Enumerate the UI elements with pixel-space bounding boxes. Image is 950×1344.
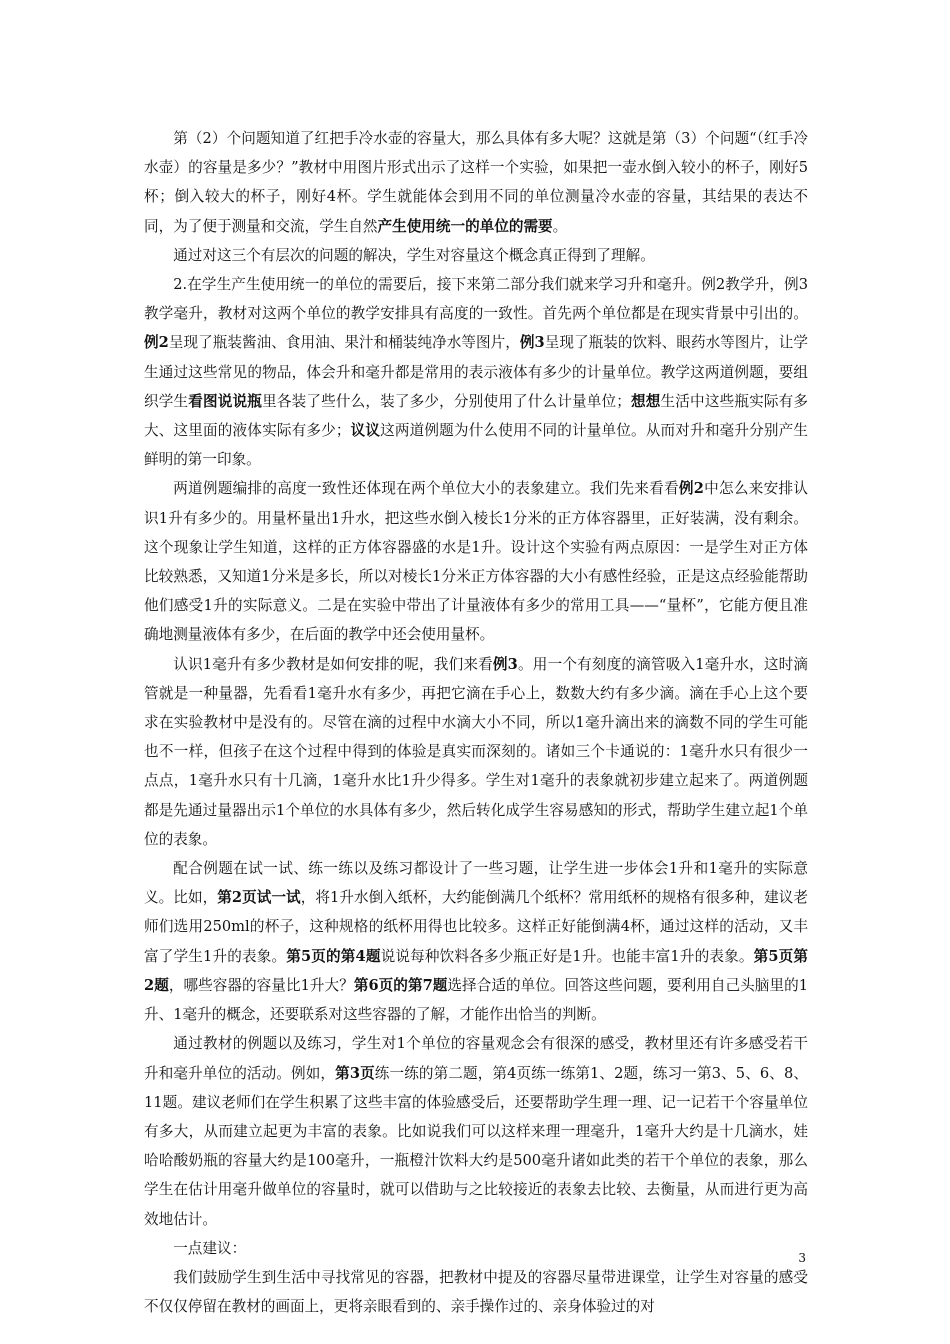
text-run: 里各装了些什么，装了多少，分别使用了什么计量单位； (262, 392, 631, 410)
text-run: ，将1升水倒入纸杯，大约能倒满几个纸杯？常用纸杯的规格有很多种，建议老师们选用250ml的杯子，这种规格的纸杯用得也比较多。这样正好能倒满4杯，通过这样的活动，又丰富了学生1升的表象。 (144, 889, 808, 965)
text-run: 呈现了瓶装酱油、食用油、果汁和桶装纯净水等图片， (168, 334, 520, 352)
bold-text: 例2 (144, 334, 169, 352)
text-run: 第（2）个问题知道了红把手冷水壶的容量大，那么具体有多大呢？这就是第（3）个问题“（红手冷水壶）的容量是多少？”教材中用图片形式出示了这样一个实验，如果把一壶水倒入较小的杯子，刚好5杯；倒入较大的杯子，刚好4杯。学生就能体会到用不同的单位测量冷水壶的容量，其结果的表达不同，为了便于测量和交流，学生自然 (144, 130, 808, 235)
text-run: 我们鼓励学生到生活中寻找常见的容器，把教材中提及的容器尽量带进课堂，让学生对容量的感受不仅仅停留在教材的画面上，更将亲眼看到的、亲手操作过的、亲身体验过的对 (144, 1268, 808, 1316)
text-run: 说说每种饮料各多少瓶正好是1升。也能丰富1升的表象。 (380, 947, 754, 965)
document-body (144, 124, 808, 1321)
text-run: 。 (552, 217, 568, 235)
bold-text: 产生使用统一的单位的需要 (377, 217, 553, 235)
bold-text: 第2页试一试 (217, 889, 301, 907)
text-run: 通过教材的例题以及练习，学生对1个单位的容量观念会有很深的感受，教材里还有许多感受若干升和毫升单位的活动。例如， (144, 1035, 808, 1082)
text-run: 中怎么来安排认识1升有多少的。用量杯量出1升水，把这些水倒入棱长1分米的正方体容器里，正好装满，没有剩余。这个现象让学生知道，这样的正方体容器盛的水是1升。设计这个实验有两点原因：一是学生对正方体比较熟悉，又知道1分米是多长，所以对棱长1分米正方体容器的大小有感性经验，正是这点经验能帮助他们感受1升的实际意义。二是在实验中带出了计量液体有多少的常用工具——“量杯”，它能方便且准确地测量液体有多少，在后面的教学中还会使用量杯。 (144, 480, 808, 644)
text-run: 选择合适的单位。回答这些问题，要利用自己头脑里的1升、1毫升的概念，还要联系对这些容器的了解，才能作出恰当的判断。 (144, 976, 809, 1024)
bold-text: 第3页 (335, 1064, 375, 1082)
bold-text: 第6页的第7题 (353, 976, 448, 994)
text-run: 呈现了瓶装的饮料、眼药水等图片，让学生通过这些常见的物品，体会升和毫升都是常用的表示液体有多少的计量单位。教学这两道例题，要组织学生 (144, 334, 809, 410)
text-run: ，哪些容器的容量比1升大？ (168, 976, 354, 994)
bold-text: 例3 (492, 655, 518, 673)
text-run: 练一练的第二题，第4页练一练第1、2题，练习一第3、5、6、8、11题。建议老师们在学生积累了这些丰富的体验感受后，还要帮助学生理一理、记一记若干个容量单位有多大，从而建立起更为丰富的表象。比如说我们可以这样来理一理毫升，1毫升大约是十几滴水，娃哈哈酸奶瓶的容量大约是100毫升，一瓶橙汁饮料大约是500毫升诸如此类的若干个单位的表象，那么学生在估计用毫升做单位的容量时，就可以借助与之比较接近的表象去比较、去衡量，从而进行更为高效地估计。 (144, 1064, 808, 1228)
bold-text: 例3 (519, 334, 545, 352)
paragraph (144, 124, 808, 241)
paragraph (144, 1234, 808, 1263)
text-run: 一点建议： (173, 1239, 247, 1257)
bold-text: 想想 (630, 392, 661, 410)
text-run: 2.在学生产生使用统一的单位的需要后，接下来第二部分我们就来学习升和毫升。例2教学升，例3教学毫升，教材对这两个单位的教学安排具有高度的一致性。首先两个单位都是在现实背景中引出的。 (144, 276, 808, 323)
text-run: 通过对这三个有层次的问题的解决，学生对容量这个概念真正得到了理解。 (173, 246, 655, 264)
paragraph (144, 474, 808, 649)
bold-text: 看图说说瓶 (188, 392, 263, 410)
paragraph (144, 854, 808, 1029)
bold-text: 例2 (678, 480, 704, 498)
bold-text: 第5页第2题 (144, 947, 809, 994)
text-run: 生活中这些瓶实际有多大、这里面的液体实际有多少； (144, 392, 808, 440)
paragraph (144, 1263, 808, 1321)
bold-text: 第5页的第4题 (286, 947, 381, 965)
page-number: 3 (798, 1251, 806, 1265)
text-run: 认识1毫升有多少教材是如何安排的呢，我们来看 (173, 655, 493, 673)
text-run: 两道例题编排的高度一致性还体现在两个单位大小的表象建立。我们先来看看 (173, 480, 679, 498)
bold-text: 议议 (350, 422, 381, 440)
paragraph (144, 650, 808, 854)
text-run: 配合例题在试一试、练一练以及练习都设计了一些习题，让学生进一步体会1升和1毫升的实际意义。比如， (144, 860, 808, 907)
text-run: 。用一个有刻度的滴管吸入1毫升水，这时滴管就是一种量器，先看看1毫升水有多少，再把它滴在手心上，数数大约有多少滴。滴在手心上这个要求在实验教材中是没有的。尽管在滴的过程中水滴大小不同，所以1毫升滴出来的滴数不同的学生可能也不一样，但孩子在这个过程中得到的体验是真实而深刻的。诸如三个卡通说的：1毫升水只有很少一点点，1毫升水只有十几滴，1毫升水比1升少得多。学生对1毫升的表象就初步建立起来了。两道例题都是先通过量器出示1个单位的水具体有多少，然后转化成学生容易感知的形式，帮助学生建立起1个单位的表象。 (144, 655, 809, 848)
paragraph (144, 1029, 808, 1233)
text-run: 这两道例题为什么使用不同的计量单位。从而对升和毫升分别产生鲜明的第一印象。 (144, 422, 808, 469)
paragraph (144, 270, 808, 474)
paragraph (144, 241, 808, 270)
